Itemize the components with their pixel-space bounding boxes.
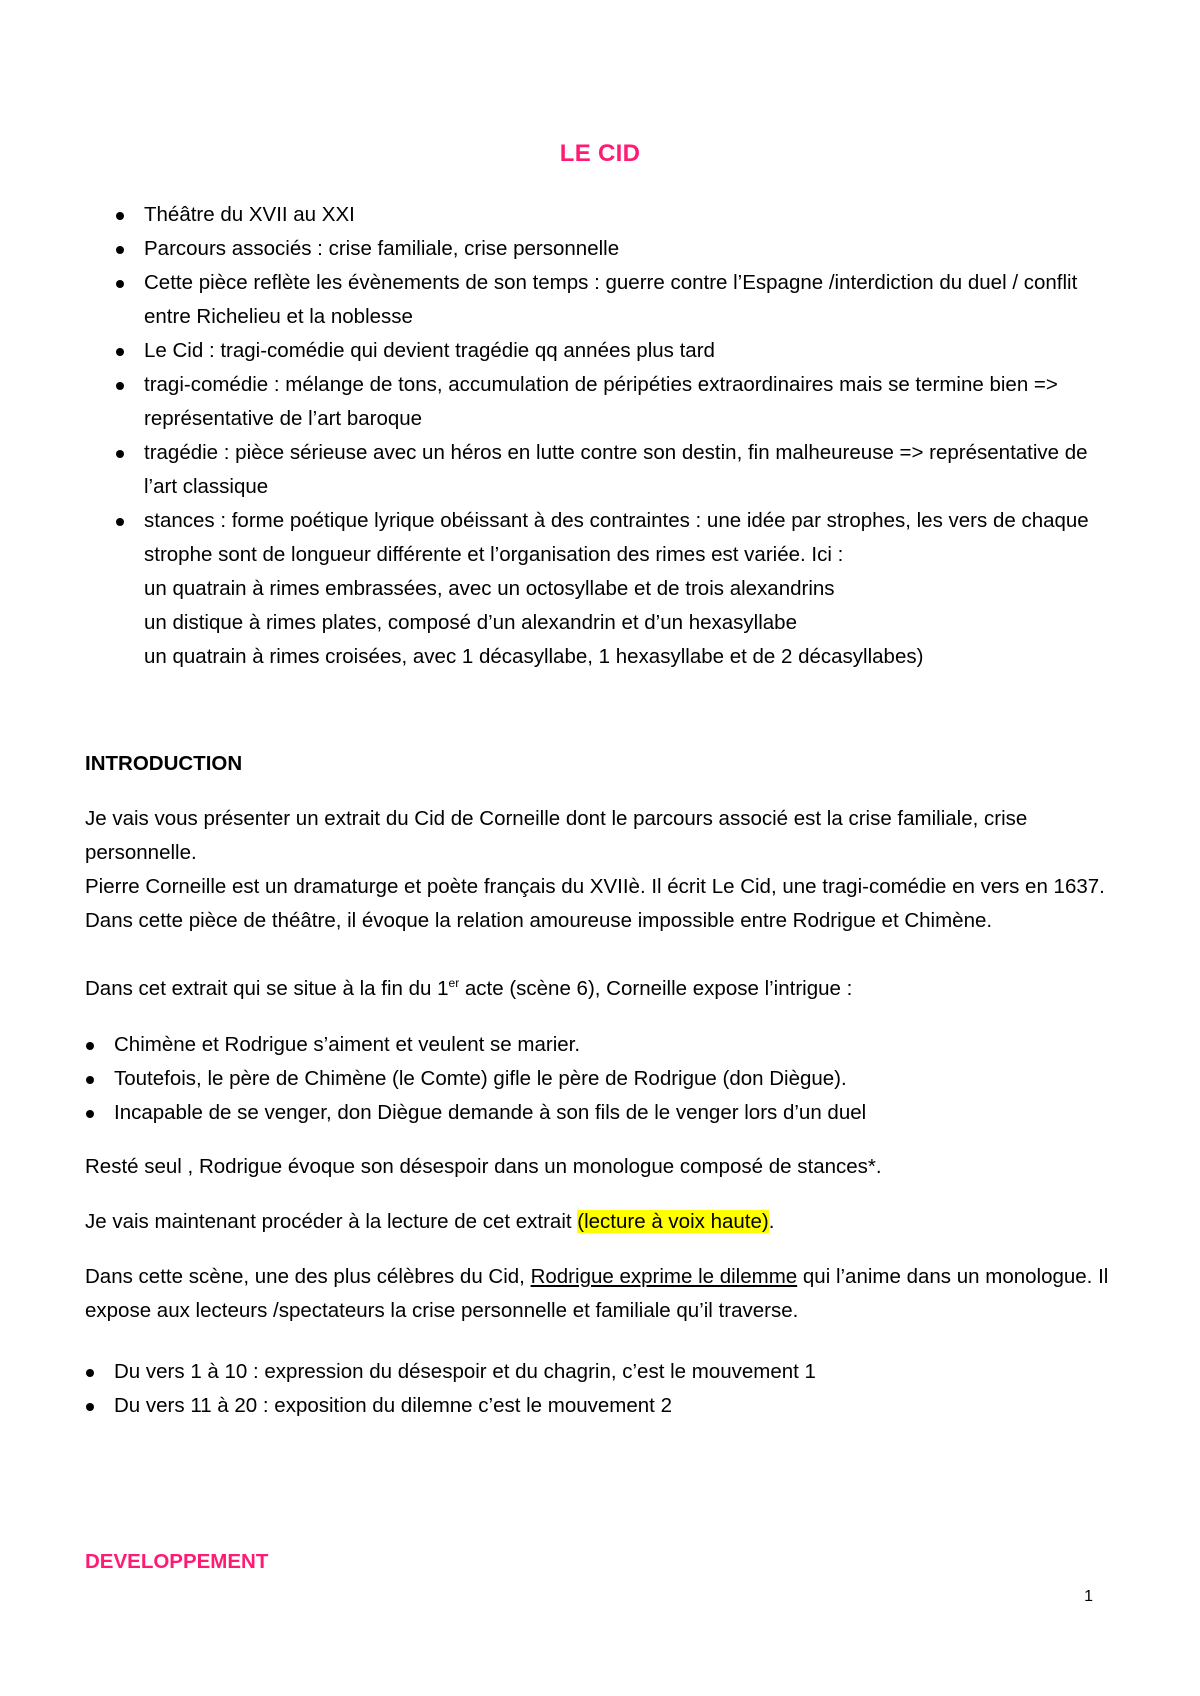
- underlined-text: Rodrigue exprime le dilemme: [530, 1265, 798, 1288]
- page-number: 1: [1084, 1588, 1093, 1605]
- list-item: [114, 1028, 1114, 1062]
- list-item: [114, 1062, 1114, 1096]
- intro-paragraph-3: [85, 972, 1115, 1006]
- development-heading: DEVELOPPEMENT: [85, 1550, 269, 1573]
- list-item-text: Chimène et Rodrigue s’aiment et veulent se marier.: [114, 1033, 581, 1056]
- intro-p5-text-end: .: [768, 1210, 775, 1233]
- bullet-icon: [86, 1110, 94, 1118]
- bullet-icon: [86, 1403, 94, 1411]
- intro-p3-text-end: acte (scène 6), Corneille expose l’intrigue :: [459, 977, 853, 1000]
- intro-p3-text: Dans cet extrait qui se situe à la fin du 1: [85, 977, 449, 1000]
- list-item: [114, 1355, 1114, 1389]
- intro-paragraph-6: [85, 1260, 1115, 1328]
- list-item-text: Théâtre du XVII au XXI: [144, 203, 355, 226]
- list-item-text: tragédie : pièce sérieuse avec un héros en lutte contre son destin, fin malheureuse => représentative de l’art classique: [144, 441, 1088, 498]
- intro-paragraph-2: Pierre Corneille est un dramaturge et poète français du XVIIè. Il écrit Le Cid, une tragi-comédie en vers en 1637. Dans cette pièce de théâtre, il évoque la relation amoureuse impossible entre Rodrigue et Chimène.: [85, 875, 1105, 932]
- list-item: [144, 334, 1094, 368]
- list-item: [144, 368, 1094, 436]
- overview-bullet-list: [144, 198, 1094, 674]
- intro-p5-text: Je vais maintenant procéder à la lecture de cet extrait: [85, 1210, 578, 1233]
- intro-p6-text-end: qui l’anime dans un monologue. Il expose aux lecteurs /spectateurs la crise personnelle et familiale qu’il traverse.: [85, 1265, 1109, 1322]
- list-item-text: Incapable de se venger, don Diègue demande à son fils de le venger lors d’un duel: [114, 1101, 867, 1124]
- movements-bullet-list: [114, 1355, 1114, 1423]
- list-item-text: Toutefois, le père de Chimène (le Comte) gifle le père de Rodrigue (don Diègue).: [114, 1067, 847, 1090]
- list-item: [144, 436, 1094, 504]
- list-item-text: Le Cid : tragi-comédie qui devient tragédie qq années plus tard: [144, 339, 715, 362]
- bullet-icon: [116, 212, 124, 220]
- list-item: [144, 266, 1094, 334]
- list-item: [144, 232, 1094, 266]
- list-item-text: Du vers 11 à 20 : exposition du dilemne c’est le mouvement 2: [114, 1394, 672, 1417]
- intro-paragraph-4: Resté seul , Rodrigue évoque son désespoir dans un monologue composé de stances*.: [85, 1155, 882, 1178]
- superscript-er: er: [448, 976, 460, 991]
- list-item-text: Cette pièce reflète les évènements de son temps : guerre contre l’Espagne /interdiction du duel / conflit entre Richelieu et la noblesse: [144, 271, 1078, 328]
- bullet-icon: [116, 246, 124, 254]
- list-item: [144, 198, 1094, 232]
- list-item: [114, 1096, 1114, 1130]
- document-title: LE CID: [559, 140, 641, 167]
- bullet-icon: [116, 518, 124, 526]
- bullet-icon: [116, 280, 124, 288]
- intro-paragraph-1: Je vais vous présenter un extrait du Cid de Corneille dont le parcours associé est la crise familiale, crise personnelle.: [85, 807, 1028, 864]
- introduction-heading: INTRODUCTION: [85, 752, 243, 775]
- plot-bullet-list: [114, 1028, 1114, 1130]
- highlighted-text: (lecture à voix haute): [577, 1210, 769, 1233]
- stances-line: un distique à rimes plates, composé d’un alexandrin et d’un hexasyllabe: [144, 611, 797, 634]
- list-item-text: Du vers 1 à 10 : expression du désespoir et du chagrin, c’est le mouvement 1: [114, 1360, 816, 1383]
- bullet-icon: [86, 1042, 94, 1050]
- bullet-icon: [116, 450, 124, 458]
- list-item-text: tragi-comédie : mélange de tons, accumulation de péripéties extraordinaires mais se termine bien => représentative de l’art baroque: [144, 373, 1058, 430]
- stances-line: un quatrain à rimes embrassées, avec un octosyllabe et de trois alexandrins: [144, 577, 835, 600]
- intro-p6-text: Dans cette scène, une des plus célèbres du Cid,: [85, 1265, 531, 1288]
- stances-line: un quatrain à rimes croisées, avec 1 décasyllabe, 1 hexasyllabe et de 2 décasyllabes): [144, 645, 924, 668]
- bullet-icon: [116, 382, 124, 390]
- list-item-text: stances : forme poétique lyrique obéissant à des contraintes : une idée par strophes, les vers de chaque strophe sont de longueur différente et l’organisation des rimes est variée. Ici :: [144, 509, 1089, 566]
- list-item: [114, 1389, 1114, 1423]
- list-item-stances: [144, 504, 1094, 674]
- intro-paragraph-5: [85, 1205, 1115, 1239]
- bullet-icon: [86, 1076, 94, 1084]
- list-item-text: Parcours associés : crise familiale, crise personnelle: [144, 237, 620, 260]
- bullet-icon: [86, 1369, 94, 1377]
- bullet-icon: [116, 348, 124, 356]
